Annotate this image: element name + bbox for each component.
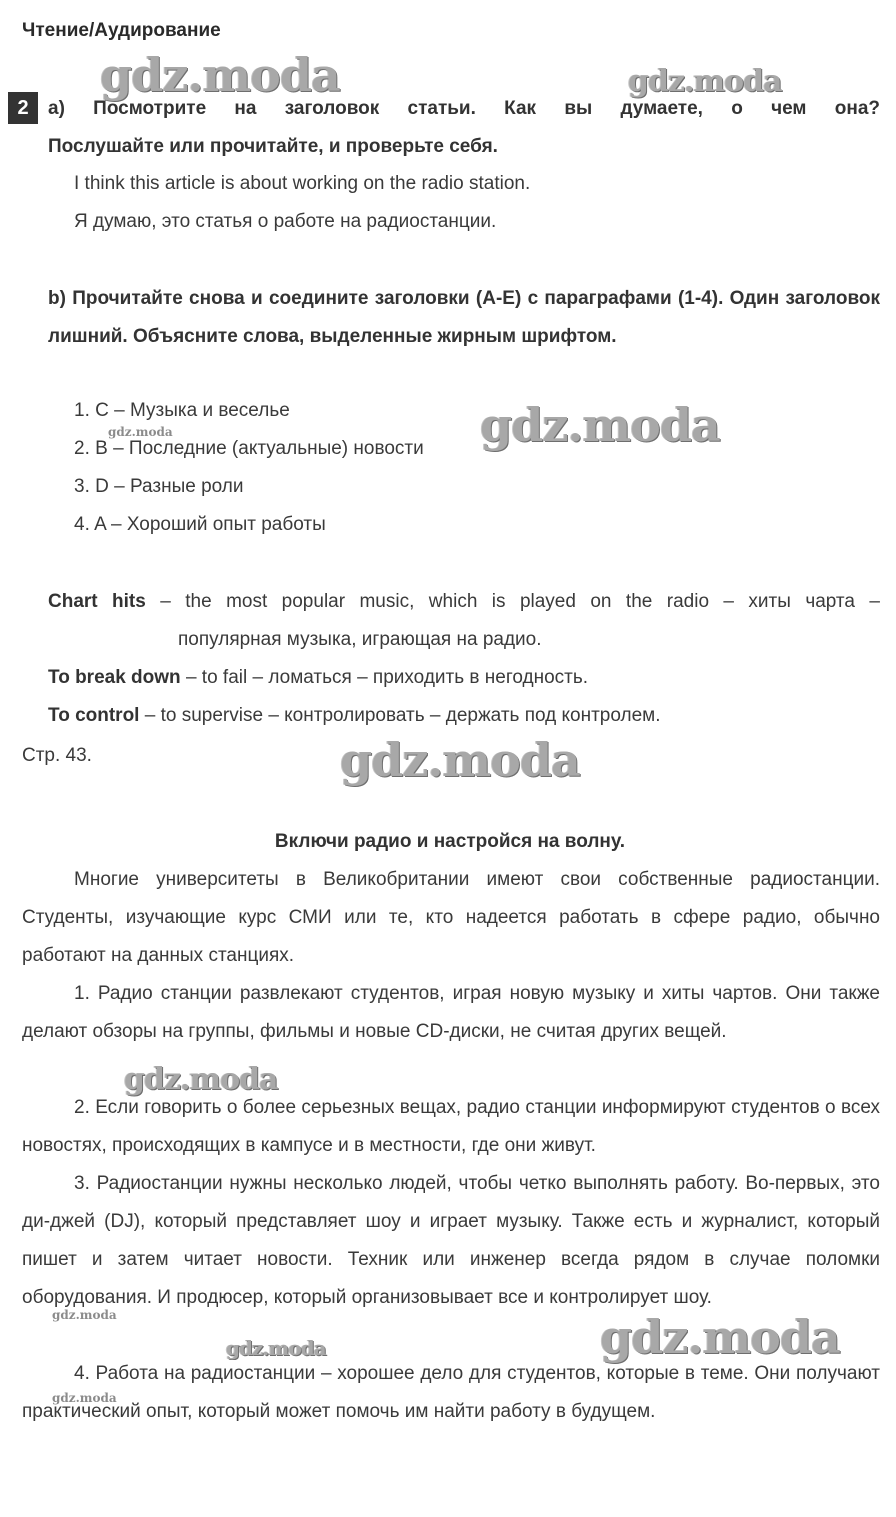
- glossary-item-break-down: [48, 659, 588, 697]
- match-item: 3. D – Разные роли: [74, 476, 244, 497]
- page-reference: Стр. 43.: [22, 745, 92, 766]
- glossary-item-control: [48, 697, 661, 735]
- glossary-definition: – the most popular music, which is played on the radio – хиты чарта –: [145, 591, 880, 612]
- glossary-term: To break down: [48, 667, 181, 688]
- answer-en: I think this article is about working on the radio station.: [74, 173, 531, 194]
- watermark: gdz.moda: [100, 48, 340, 102]
- watermark: gdz.moda: [340, 733, 580, 787]
- watermark: gdz.moda: [226, 1336, 326, 1360]
- watermark: gdz.moda: [52, 1308, 117, 1322]
- task-a-line2: Послушайте или прочитайте, и проверьте себя.: [48, 136, 498, 157]
- watermark: gdz.moda: [108, 425, 173, 439]
- answer-ru: Я думаю, это статья о работе на радиостанции.: [74, 211, 497, 232]
- task-a-line1: a) Посмотрите на заголовок статьи. Как вы думаете, о чем она?: [48, 98, 880, 119]
- match-item: 1. C – Музыка и веселье: [74, 400, 290, 421]
- watermark: gdz.moda: [628, 64, 782, 99]
- section-title: Чтение/Аудирование: [22, 20, 221, 41]
- glossary-definition: – to supervise – контролировать – держать под контролем.: [139, 705, 661, 726]
- article-paragraph: 2. Если говорить о более серьезных вещах, радио станции информируют студентов о всех новостях, происходящих в кампусе и в местности, где они живут.: [22, 1097, 880, 1156]
- task-b: b) Прочитайте снова и соедините заголовки (A-E) с параграфами (1-4). Один заголовок лишний. Объясните слова, выделенные жирным шрифтом.: [48, 288, 880, 347]
- watermark: gdz.moda: [52, 1391, 117, 1405]
- exercise-number-badge: 2: [8, 92, 38, 124]
- glossary-item-chart-hits: [48, 583, 880, 621]
- glossary-term: Chart hits: [48, 591, 146, 612]
- match-item: 2. B – Последние (актуальные) новости: [74, 438, 424, 459]
- article-paragraph: Многие университеты в Великобритании имеют свои собственные радиостанции. Студенты, изучающие курс СМИ или те, кто надеется работать в сфере радио, обычно работают на данных станциях.: [22, 869, 880, 966]
- article-paragraph: 3. Радиостанции нужны несколько людей, чтобы четко выполнять работу. Во-первых, это ди-джей (DJ), который представляет шоу и играет музыку. Также есть и журналист, который пишет и затем читает новости. Техник или инженер всегда рядом в случае поломки оборудования. И продюсер, который организовывает все и контролирует шоу.: [22, 1173, 880, 1308]
- match-item: 4. A – Хороший опыт работы: [74, 514, 326, 535]
- article-title: Включи радио и настройся на волну.: [274, 831, 626, 852]
- article-paragraph: 4. Работа на радиостанции – хорошее дело для студентов, которые в теме. Они получают практический опыт, который может помочь им найти работу в будущем.: [22, 1363, 880, 1422]
- article-paragraph: 1. Радио станции развлекают студентов, играя новую музыку и хиты чартов. Они также делают обзоры на группы, фильмы и новые CD-диски, не считая других вещей.: [22, 983, 880, 1042]
- glossary-definition-cont: популярная музыка, играющая на радио.: [178, 629, 542, 650]
- watermark: gdz.moda: [600, 1310, 840, 1364]
- glossary-definition: – to fail – ломаться – приходить в негодность.: [180, 667, 589, 688]
- watermark: gdz.moda: [124, 1062, 278, 1097]
- glossary-term: To control: [48, 705, 140, 726]
- watermark: gdz.moda: [480, 398, 720, 452]
